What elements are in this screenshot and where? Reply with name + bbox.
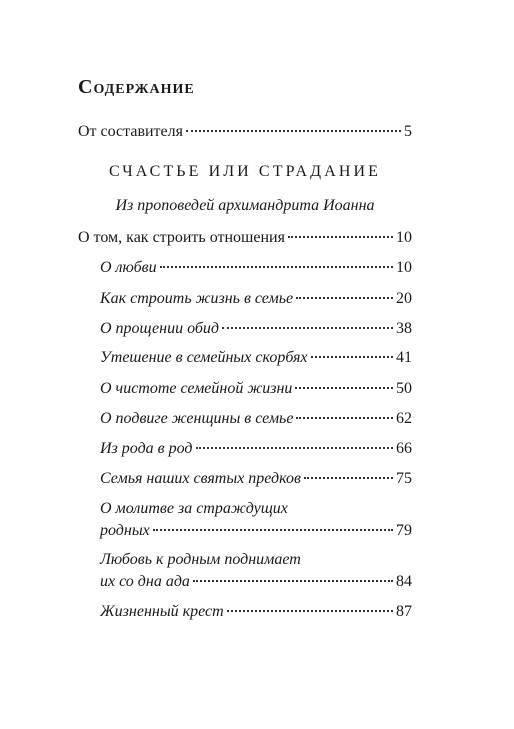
dot-leader [288, 236, 393, 238]
toc-entry-title: Как строить жизнь в семье [100, 290, 294, 307]
dot-leader [311, 356, 393, 358]
toc-entry [100, 318, 412, 340]
dot-leader [227, 610, 393, 612]
toc-entry-page: 75 [396, 470, 412, 487]
toc-entry-page: 87 [396, 603, 412, 620]
section-title: СЧАСТЬЕ ИЛИ СТРАДАНИЕ [108, 163, 382, 180]
toc-entry-page: 84 [396, 573, 412, 590]
toc-entry-title: О том, как строить отношения [78, 229, 285, 246]
toc-entry-title: О прощении обид [100, 320, 219, 337]
dot-leader [222, 327, 393, 329]
toc-entry [100, 520, 412, 542]
section-subtitle: Из проповедей архимандрита Иоанна [115, 197, 375, 214]
dot-leader [196, 447, 393, 449]
toc-entry [100, 601, 412, 623]
toc-entry-title: Утешение в семейных скорбях [100, 349, 308, 366]
toc-entry-title: О любви [100, 259, 157, 276]
toc-entry [100, 257, 412, 279]
toc-entry-page: 62 [396, 410, 412, 427]
toc-entry-chapter [78, 227, 412, 249]
toc-entry [100, 438, 412, 460]
dot-leader [186, 130, 401, 132]
toc-entry-title-line1: Любовь к родным поднимает [100, 551, 301, 568]
toc-entry-page: 79 [396, 522, 412, 539]
toc-entry [100, 378, 412, 400]
toc-entry-title-line2: их со дна ада [100, 573, 190, 590]
toc-entry-preface [78, 121, 412, 143]
dot-leader [304, 477, 393, 479]
dot-leader [153, 529, 393, 531]
dot-leader [296, 297, 393, 299]
toc-entry-title: О подвиге женщины в семье [100, 410, 294, 427]
toc-heading: Содержание [78, 76, 195, 98]
toc-entry-page: 10 [396, 229, 412, 246]
toc-entry-page: 20 [396, 290, 412, 307]
toc-entry [100, 347, 412, 369]
toc-entry-page: 41 [396, 349, 412, 366]
toc-entry-title-line2: родных [100, 522, 150, 539]
toc-entry-title: От составителя [78, 123, 183, 140]
toc-entry [100, 408, 412, 430]
toc-entry-page: 66 [396, 440, 412, 457]
toc-entry-page: 10 [396, 259, 412, 276]
toc-entry-page: 5 [404, 123, 412, 140]
toc-entry-title: О чистоте семейной жизни [100, 380, 293, 397]
toc-entry [100, 288, 412, 310]
dot-leader [160, 266, 393, 268]
toc-entry-page: 50 [396, 380, 412, 397]
toc-entry-title: Из рода в род [100, 440, 193, 457]
dot-leader [295, 387, 393, 389]
dot-leader [296, 417, 393, 419]
toc-entry-title: Семья наших святых предков [100, 470, 301, 487]
toc-entry-title-line1: О молитве за страждущих [100, 500, 288, 517]
toc-entry [100, 571, 412, 593]
toc-entry-title: Жизненный крест [100, 603, 224, 620]
dot-leader [193, 580, 393, 582]
toc-entry-page: 38 [396, 320, 412, 337]
toc-entry [100, 468, 412, 490]
